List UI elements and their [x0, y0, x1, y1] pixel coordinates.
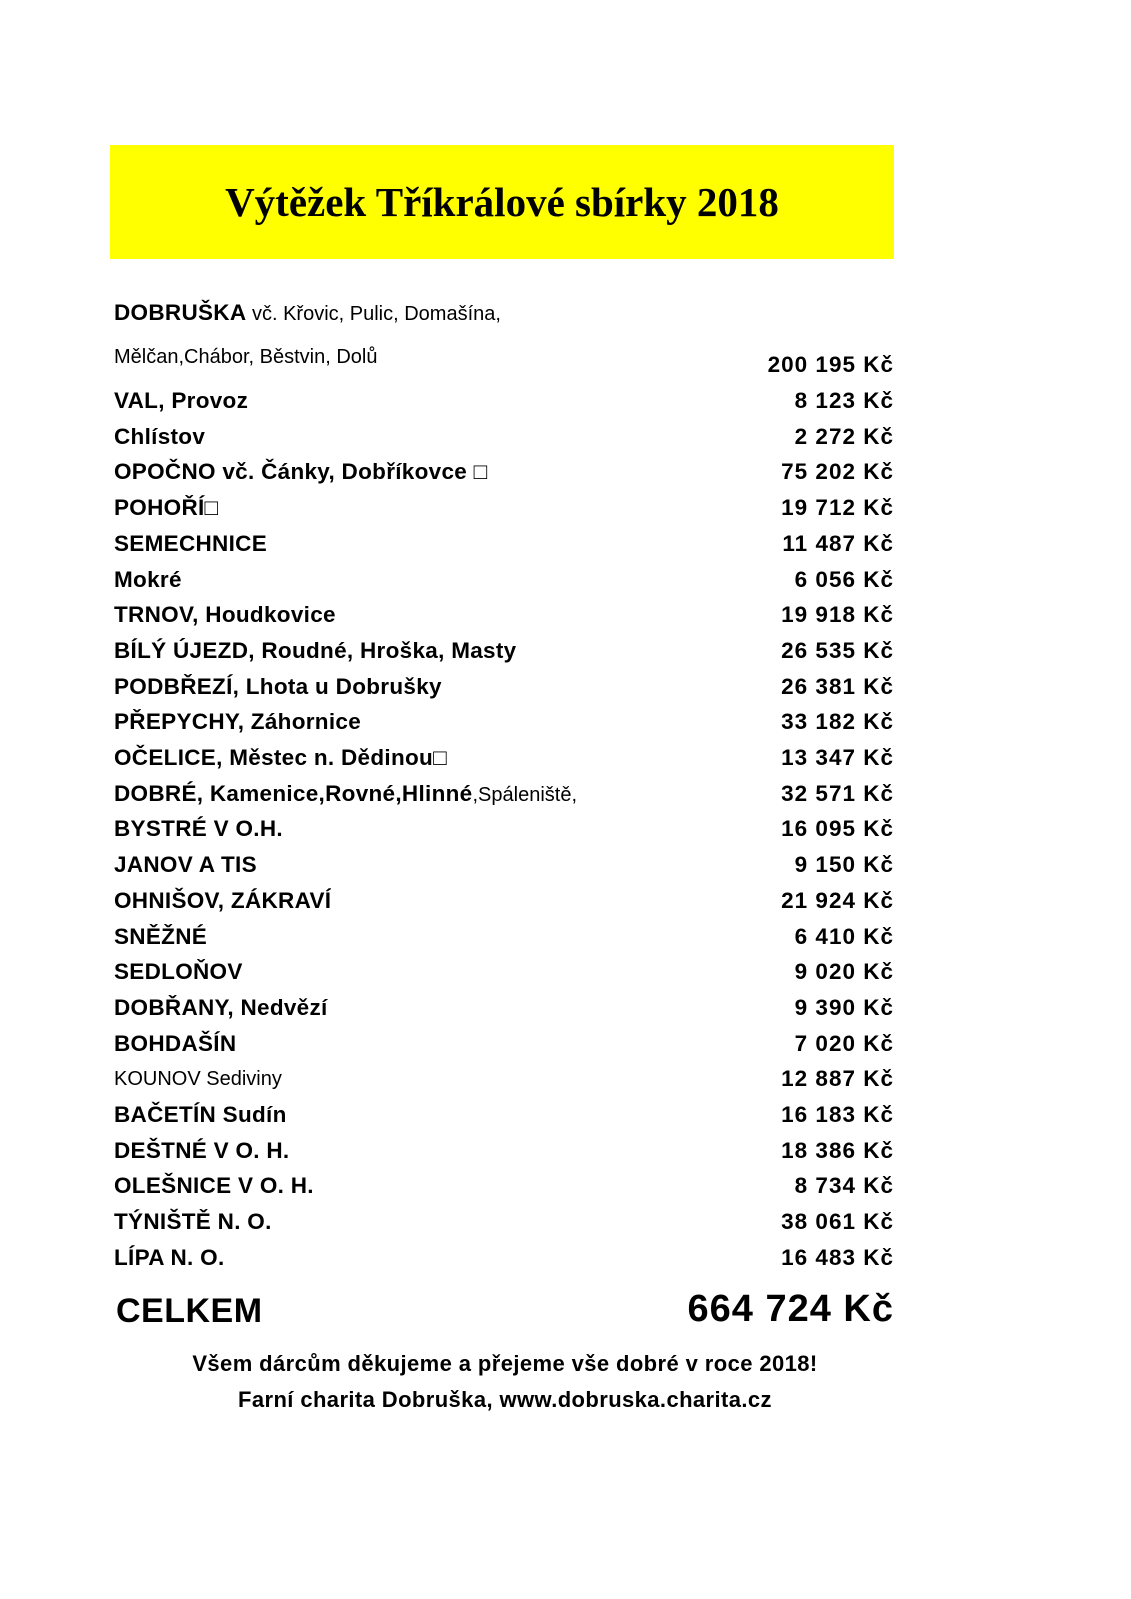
table-row	[114, 705, 894, 739]
location-name: POHOŘÍ□	[114, 495, 219, 521]
table-row	[114, 1169, 894, 1203]
page-title: Výtěžek Tříkrálové sbírky 2018	[225, 179, 779, 225]
footer-organization: Farní charita Dobruška, www.dobruska.charita.cz	[238, 1387, 772, 1412]
amount: 19 918 Kč	[781, 602, 894, 628]
first-entry-line2: Mělčan,Chábor, Běstvin, Dolů	[114, 346, 378, 368]
amount: 26 381 Kč	[781, 673, 894, 699]
table-row	[114, 991, 894, 1025]
title-banner	[110, 145, 894, 259]
location-name: SNĚŽNÉ	[114, 923, 208, 949]
location-name: PODBŘEZÍ, Lhota u Dobrušky	[114, 673, 442, 699]
table-row	[114, 920, 894, 954]
location-name: DEŠTNÉ V O. H.	[114, 1137, 290, 1163]
table-row	[114, 1134, 894, 1168]
table-row	[114, 777, 894, 811]
amount: 16 183 Kč	[781, 1102, 894, 1127]
location-name: BAČETÍN Sudín	[114, 1102, 287, 1127]
amount: 6 410 Kč	[794, 923, 894, 949]
amount: 8 123 Kč	[794, 388, 894, 413]
amount: 16 483 Kč	[781, 1244, 894, 1270]
amount: 9 150 Kč	[794, 852, 894, 878]
total-value: 664 724 Kč	[687, 1288, 894, 1330]
first-entry-line1	[114, 298, 501, 331]
location-name-extra: ,Spáleniště,	[472, 783, 577, 806]
location-name: OPOČNO vč. Čánky, Dobříkovce □	[114, 459, 488, 485]
first-entry-name-rest: vč. Křovic, Pulic, Domašína,	[246, 303, 501, 325]
table-row	[114, 884, 894, 918]
table-row	[114, 563, 894, 597]
location-name: LÍPA N. O.	[114, 1244, 225, 1270]
table-row	[114, 420, 894, 454]
location-name: BYSTRÉ V O.H.	[114, 816, 283, 842]
amount: 8 734 Kč	[794, 1173, 894, 1199]
location-name: OHNIŠOV, ZÁKRAVÍ	[114, 887, 332, 913]
first-entry-amount: 200 195 Kč	[767, 352, 894, 377]
location-name: VAL, Provoz	[114, 388, 249, 413]
location-name: SEMECHNICE	[114, 530, 268, 556]
amount: 26 535 Kč	[781, 637, 894, 663]
amount: 18 386 Kč	[781, 1137, 894, 1163]
table-row	[114, 1205, 894, 1239]
amount: 6 056 Kč	[794, 566, 894, 592]
location-name-main: DOBRÉ, Kamenice,Rovné,Hlinné	[114, 780, 473, 806]
location-name	[114, 777, 577, 812]
amount: 9 020 Kč	[794, 959, 894, 985]
location-name: Chlístov	[114, 423, 206, 449]
table-row	[114, 1027, 894, 1061]
table-row	[114, 848, 894, 882]
table-row	[114, 741, 894, 775]
location-name: OČELICE, Městec n. Dědinou□	[114, 745, 447, 770]
location-name: OLEŠNICE V O. H.	[114, 1173, 314, 1199]
table-row	[114, 491, 894, 525]
table-row	[114, 1098, 894, 1132]
table-row	[114, 1062, 894, 1096]
amount: 21 924 Kč	[781, 887, 894, 913]
table-row	[114, 634, 894, 668]
amount: 19 712 Kč	[781, 495, 894, 521]
amount: 12 887 Kč	[781, 1066, 894, 1092]
location-name: DOBŘANY, Nedvězí	[114, 994, 328, 1020]
table-row	[114, 812, 894, 846]
total-label: CELKEM	[116, 1292, 263, 1330]
table-row	[114, 527, 894, 561]
table-row	[114, 384, 894, 418]
amount: 32 571 Kč	[781, 780, 894, 806]
footer-thanks: Všem dárcům děkujeme a přejeme vše dobré v roce 2018!	[192, 1351, 818, 1376]
location-name: BOHDAŠÍN	[114, 1030, 237, 1056]
location-name: PŘEPYCHY, Záhornice	[114, 709, 362, 735]
location-name: KOUNOV Sediviny	[114, 1068, 282, 1091]
first-entry-amount-row	[114, 348, 894, 382]
table-row	[114, 598, 894, 632]
amount: 75 202 Kč	[781, 459, 894, 485]
amount: 13 347 Kč	[781, 745, 894, 770]
table-row	[114, 455, 894, 489]
location-name: SEDLOŇOV	[114, 959, 243, 985]
amount: 11 487 Kč	[782, 530, 894, 556]
table-row	[114, 1241, 894, 1275]
amount: 9 390 Kč	[794, 994, 894, 1020]
amount: 33 182 Kč	[781, 709, 894, 735]
amount: 38 061 Kč	[781, 1209, 894, 1235]
location-name: JANOV A TIS	[114, 852, 257, 878]
table-row	[114, 955, 894, 989]
location-name: TRNOV, Houdkovice	[114, 602, 336, 628]
amount: 2 272 Kč	[794, 423, 894, 449]
location-name: Mokré	[114, 566, 182, 592]
amount: 7 020 Kč	[794, 1030, 894, 1056]
first-entry-name: DOBRUŠKA	[114, 300, 247, 325]
table-row	[114, 670, 894, 704]
amount: 16 095 Kč	[781, 816, 894, 842]
location-name: BÍLÝ ÚJEZD, Roudné, Hroška, Masty	[114, 637, 517, 663]
location-name: TÝNIŠTĚ N. O.	[114, 1209, 272, 1235]
